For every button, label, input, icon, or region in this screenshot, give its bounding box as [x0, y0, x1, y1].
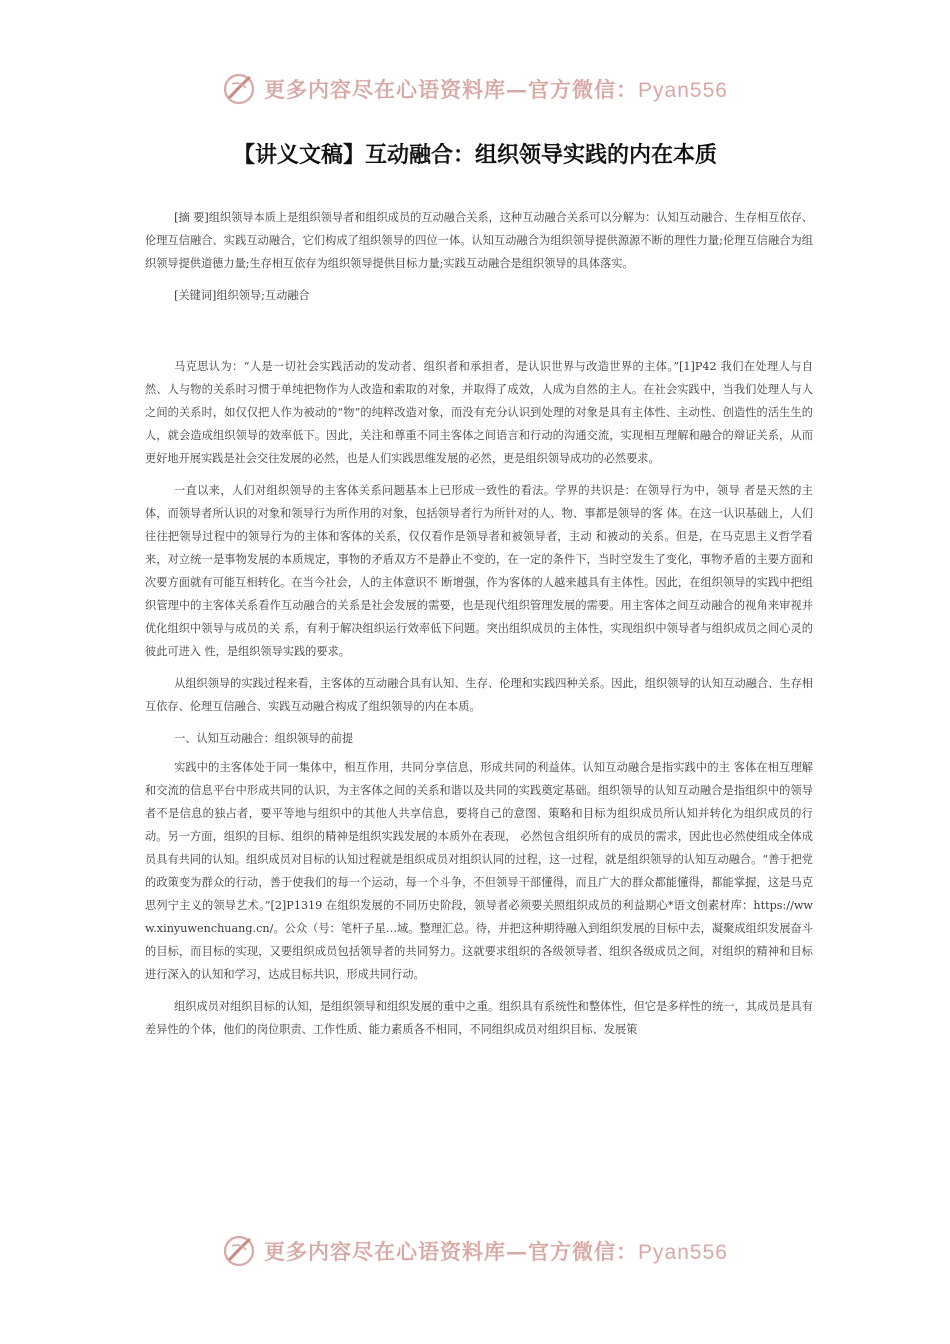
brush-logo-icon [222, 1234, 256, 1268]
document-body [145, 206, 813, 1050]
footer-banner [0, 1234, 950, 1268]
paragraph: 一直以来，人们对组织领导的主客体关系问题基本上已形成一致性的看法。学界的共识是：在领导行为中，领导 者是天然的主体，而领导者所认识的对象和领导行为所作用的对象，包括领导者行为所针对的人、物、事都是领导的客 体。在这一认识基础上，人们往往把领导过程中的领导行为的主体和客体的关系，仅仅看作是领导者和被领导者，主动 和被动的关系。但是，在马克思主义哲学看来，对立统一是事物发展的本质规定，事物的矛盾双方不是静止不变的，在一定的条件下，当时空发生了变化，事物矛盾的主要方面和次要方面就有可能互相转化。在当今社会，人的主体意识不 断增强，作为客体的人越来越具有主体性。因此，在组织领导的实践中把组织管理中的主客体关系看作互动融合的关系是社会发展的需要，也是现代组织管理发展的需要。用主客体之间互动融合的视角来审视并优化组织中领导与成员的关 系，有利于解决组织运行效率低下问题。突出组织成员的主体性，实现组织中领导者与组织成员之间心灵的彼此可进入 性，是组织领导实践的要求。 [145, 484, 813, 658]
header-banner-text: 更多内容尽在心语资料库—官方微信：Pyan556 [264, 77, 728, 102]
footer-wechat-id: Pyan556 [638, 1241, 728, 1264]
section-heading: 一、认知互动融合：组织领导的前提 [174, 732, 354, 745]
paragraph: 马克思认为：“人是一切社会实践活动的发动者、组织者和承担者，是认识世界与改造世界的主体。”[1]P42 我们在处理人与自然、人与物的关系时习惯于单纯把物作为人改造和索取的对象，并取得了成效，人成为自然的主人。在社会实践中，当我们处理人与人之间的关系时，如仅仅把人作为被动的“物”的纯粹改造对象，而没有充分认识到处理的对象是具有主体性、主动性、创造性的活生生的人，就会造成组织领导的效率低下。因此，关注和尊重不同主客体之间语言和行动的沟通交流，实现相互理解和融合的辩证关系，从而更好地开展实践是社会交往发展的必然，也是人们实践思维发展的必然，更是组织领导成功的必然要求。 [145, 360, 813, 465]
paragraph: 组织成员对组织目标的认知，是组织领导和组织发展的重中之重。组织具有系统性和整体性，但它是多样性的统一，其成员是具有差异性的个体，他们的岗位职责、工作性质、能力素质各不相同，不同组织成员对组织目标、发展策 [145, 1000, 813, 1036]
header-banner [0, 72, 950, 106]
abstract: [摘 要]组织领导本质上是组织领导者和组织成员的互动融合关系，这种互动融合关系可以分解为：认知互动融合、生存相互依存、伦理互信融合、实践互动融合，它们构成了组织领导的四位一体。认知互动融合为组织领导提供源源不断的理性力量;伦理互信融合为组织领导提供道德力量;生存相互依存为组织领导提供目标力量;实践互动融合是组织领导的具体落实。 [145, 211, 813, 270]
document-title: 【讲义文稿】互动融合：组织领导实践的内在本质 [232, 143, 717, 168]
keywords: [关键词]组织领导;互动融合 [174, 289, 310, 302]
paragraph: 从组织领导的实践过程来看，主客体的互动融合具有认知、生存、伦理和实践四种关系。因此，组织领导的认知互动融合、生存相互依存、伦理互信融合、实践互动融合构成了组织领导的内在本质。 [145, 677, 813, 713]
paragraph: 实践中的主客体处于同一集体中，相互作用，共同分享信息，形成共同的利益体。认知互动融合是指实践中的主 客体在相互理解和交流的信息平台中形成共同的认识，为主客体之间的关系和谐以及共同的实践奠定基础。组织领导的认知互动融合是指组织中的领导者不是信息的独占者，要平等地与组织中的其他人共享信息，要将自己的意图、策略和目标为组织成员所认知并转化为组织成员的行动。另一方面，组织的目标、组织的精神是组织实践发展的本质外在表现， 必然包含组织所有的成员的需求，因此也必然使组成全体成员具有共同的认知。组织成员对目标的认知过程就是组织成员对组织认同的过程，这一过程，就是组织领导的认知互动融合。“善于把党的政策变为群众的行动，善于使我们的每一个运动，每一个斗争，不但领导干部懂得，而且广大的群众都能懂得，都能掌握，这是马克思列宁主义的领导艺术。”[2]P1319 在组织发展的不同历史阶段，领导者必须要关照组织成员的利益期心*语文创素材库：https://www.xinyuwenchuang.cn/。公众（号：笔杆子星…域。整理汇总。待，并把这种期待融入到组织发展的目标中去，凝聚成组织发展奋斗的目标，而目标的实现，又要组织成员包括领导者的共同努力。这就要求组织的各级领导者、组织各级成员之间，对组织的精神和目标进行深入的认知和学习，达成目标共识，形成共同行动。 [145, 761, 813, 981]
footer-banner-text: 更多内容尽在心语资料库—官方微信：Pyan556 [264, 1239, 728, 1264]
brush-logo-icon [222, 72, 256, 106]
header-wechat-id: Pyan556 [638, 79, 728, 102]
